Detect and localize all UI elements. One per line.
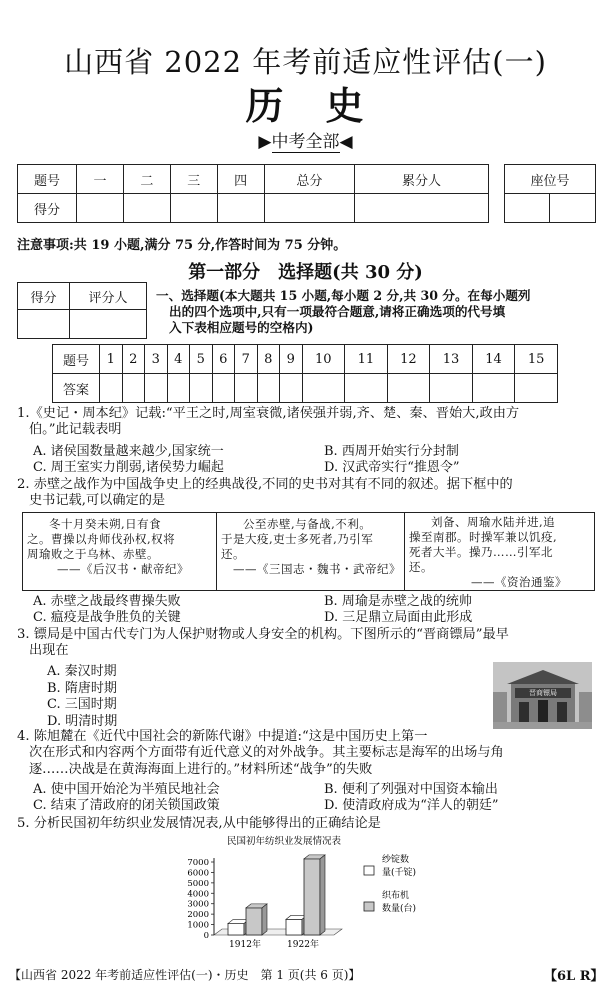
answer-number-cell: 14 (472, 345, 515, 374)
exam-title: 山西省 2022 年考前适应性评估(一) (64, 45, 547, 79)
grader-cell: 评分人 (69, 283, 146, 310)
y-tick-label: 4000 (187, 889, 209, 900)
answer-table (52, 344, 558, 403)
q2-option-b: B. 周瑜是赤壁之战的统帅 (324, 594, 472, 609)
footer-right: 【6L R】 (544, 969, 604, 984)
q2-option-a: A. 赤壁之战最终曹操失败 (33, 594, 181, 609)
bar-1-0 (286, 919, 302, 935)
answer-row-label: 题号 (53, 345, 100, 374)
answer-number-cell: 9 (280, 345, 303, 374)
score-cell: 一 (77, 165, 124, 194)
answer-number-cell: 7 (235, 345, 258, 374)
source-1: 冬十月癸未朔,日有食 之。曹操以舟师伐孙权,权将 周瑜败之于乌林、赤壁。 ——《后汉书・献帝纪》 (27, 517, 189, 576)
q3-option-b: B. 隋唐时期 (47, 680, 117, 696)
y-tick-label: 1000 (187, 920, 209, 931)
answer-number-cell: 4 (167, 345, 190, 374)
q1-option-c: C. 周王室实力削弱,诸侯势力崛起 (33, 460, 224, 475)
answer-number-cell: 15 (515, 345, 558, 374)
textile-chart (170, 832, 450, 950)
q3-option-c: C. 三国时期 (47, 697, 117, 712)
answer-number-cell: 3 (145, 345, 168, 374)
q3-options (47, 664, 117, 730)
legend-swatch-0 (364, 866, 374, 875)
answer-cell[interactable] (212, 374, 235, 403)
grader-table (17, 282, 147, 339)
answer-number-cell: 11 (345, 345, 388, 374)
y-tick-label: 6000 (187, 868, 209, 879)
answer-number-cell: 8 (257, 345, 280, 374)
q3-option-a: A. 秦汉时期 (47, 664, 117, 679)
q2-option-d: D. 三足鼎立局面由此形成 (324, 610, 473, 625)
answer-cell[interactable] (387, 374, 430, 403)
legend-label: 数量(台) (382, 904, 417, 914)
answer-row-label: 答案 (53, 374, 100, 403)
score-cell: 总分 (264, 165, 354, 194)
bar-side (320, 855, 325, 935)
escort-agency-photo (493, 662, 592, 729)
answer-number-cell: 12 (387, 345, 430, 374)
chart-title: 民国初年纺织业发展情况表 (226, 836, 342, 847)
legend-label: 纱锭数 (382, 855, 410, 865)
answer-cell[interactable] (430, 374, 473, 403)
q4-option-c: C. 结束了清政府的闭关锁国政策 (33, 798, 220, 813)
source-divider (404, 513, 405, 590)
legend-swatch-1 (364, 902, 374, 911)
answer-cell[interactable] (302, 374, 345, 403)
question-4: 4. 陈旭麓在《近代中国社会的新陈代谢》中提道:“这是中国历史上第一 次在形式和内容两个方面带有近代意义的对外战争。其主要标志是海军的出场与角 逐……决战是在黄海海面上进行的。”材料所述“战争”的失败 (17, 729, 504, 777)
q4-option-a: A. 使中国开始沦为半殖民地社会 (33, 782, 220, 797)
q1-option-a: A. 诸侯国数量越来越少,国家统一 (33, 444, 224, 459)
score-cell: 四 (217, 165, 264, 194)
answer-cell[interactable] (235, 374, 258, 403)
y-tick-label: 7000 (187, 858, 209, 868)
q4-option-b: B. 便利了列强对中国资本输出 (324, 782, 498, 797)
score-cell: 三 (170, 165, 217, 194)
y-tick-label: 5000 (187, 878, 209, 889)
answer-cell[interactable] (280, 374, 303, 403)
answer-cell[interactable] (472, 374, 515, 403)
q2-option-c: C. 瘟疫是战争胜负的关键 (33, 610, 181, 625)
q1-option-b: B. 西周开始实行分封制 (324, 444, 459, 459)
bar-0-0 (228, 924, 244, 935)
seat-table (504, 164, 596, 223)
y-tick-label: 2000 (187, 910, 209, 921)
bar-1-1 (304, 859, 320, 935)
exam-tag (0, 127, 611, 152)
score-cell: 累分人 (355, 165, 489, 194)
seat-label: 座位号 (505, 165, 596, 194)
tag-arrow-left-icon: ◀ (339, 132, 353, 152)
answer-cell[interactable] (167, 374, 190, 403)
question-5: 5. 分析民国初年纺织业发展情况表,从中能够得出的正确结论是 (17, 816, 381, 831)
footer-left: 【山西省 2022 年考前适应性评估(一)・历史 第 1 页(共 6 页)】 (9, 968, 361, 982)
answer-number-cell: 10 (302, 345, 345, 374)
answer-number-cell: 5 (190, 345, 213, 374)
q1-option-d: D. 汉武帝实行“推恩令” (324, 460, 460, 475)
answer-cell[interactable] (515, 374, 558, 403)
question-3: 3. 镖局是中国古代专门为人保护财物或人身安全的机构。下图所示的“晋商镖局”最早 出现在 (17, 627, 509, 659)
bar-0-1 (246, 908, 262, 935)
legend-label: 量(千锭) (382, 868, 417, 878)
x-tick-label: 1912年 (229, 940, 261, 950)
y-tick-label: 0 (203, 931, 209, 941)
answer-number-cell: 2 (122, 345, 145, 374)
question-2: 2. 赤壁之战作为中国战争史上的经典战役,不同的史书对其有不同的叙述。据下框中的 史书记载,可以确定的是 (17, 477, 513, 509)
tag-arrow-right-icon: ▶ (258, 132, 272, 152)
legend-label: 织布机 (382, 891, 410, 901)
q4-option-d: D. 使清政府成为“洋人的朝廷” (324, 798, 499, 813)
answer-cell[interactable] (190, 374, 213, 403)
score-cell: 题号 (18, 165, 77, 194)
answer-cell[interactable] (145, 374, 168, 403)
answer-number-cell: 1 (100, 345, 123, 374)
part1-heading: 第一部分 选择题(共 30 分) (188, 262, 423, 283)
source-3: 刘备、周瑜水陆并进,追 操至南郡。时操军兼以饥疫, 死者大半。操乃……引军北 还。 ——《资治通鉴》 (409, 515, 567, 589)
y-tick-label: 3000 (187, 899, 209, 910)
answer-cell[interactable] (257, 374, 280, 403)
answer-number-cell: 6 (212, 345, 235, 374)
notice: 注意事项:共 19 小题,满分 75 分,作答时间为 75 分钟。 (17, 238, 347, 253)
x-tick-label: 1922年 (287, 940, 319, 950)
question-1: 1.《史记・周本纪》记载:“平王之时,周室衰微,诸侯强并弱,齐、楚、秦、晋始大,政由方 伯。”此记载表明 (17, 406, 520, 438)
answer-number-cell: 13 (430, 345, 473, 374)
answer-cell[interactable] (345, 374, 388, 403)
bar-side (262, 904, 267, 935)
source-box (22, 512, 595, 591)
answer-cell[interactable] (122, 374, 145, 403)
score-cell: 得分 (18, 194, 77, 223)
subject-title: 历 史 (245, 83, 366, 128)
score-cell: 二 (123, 165, 170, 194)
part1-instruction: 一、选择题(本大题共 15 小题,每小题 2 分,共 30 分。在每小题列 出的四个选项中,只有一项最符合题意,请将正确选项的代号填 入下表相应题号的空格内) (156, 288, 531, 335)
tag-text: 中考全部 (271, 132, 340, 152)
source-2: 公至赤壁,与备战,不利。 于是大疫,吏士多死者,乃引军 还。 ——《三国志・魏书・武帝纪》 (221, 517, 401, 576)
photo-sign-text: 晋商镖局 (529, 689, 557, 697)
score-table (17, 164, 489, 223)
grader-cell: 得分 (18, 283, 70, 310)
q3-option-d: D. 明清时期 (47, 713, 118, 729)
answer-cell[interactable] (100, 374, 123, 403)
source-divider (216, 513, 217, 590)
